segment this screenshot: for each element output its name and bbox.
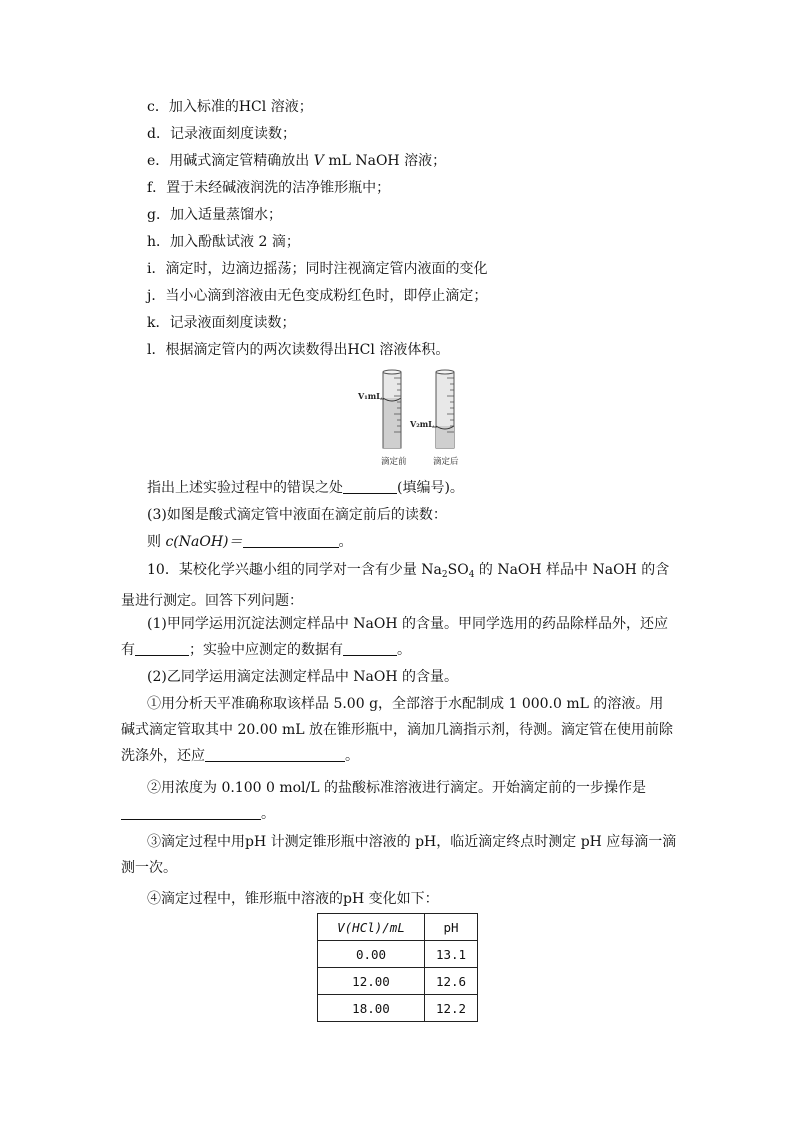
answer-blank[interactable] [135,641,189,656]
step-k: k．记录液面刻度读数； [147,315,296,331]
step-l: l．根据滴定管内的两次读数得出HCl 溶液体积。 [147,342,450,358]
q10-part2: (2)乙同学运用滴定法测定样品中 NaOH 的含量。 [147,669,459,685]
cell-volume: 18.00 [318,995,425,1022]
burette-after [436,370,454,448]
answer-blank[interactable] [343,479,397,494]
table-row [318,995,478,1022]
answer-blank[interactable] [343,641,397,656]
cell-ph: 12.2 [425,995,478,1022]
ph-table [317,913,478,1022]
q10-part1: (1)甲同学运用沉淀法测定样品中 NaOH 的含量。甲同学选用的药品除样品外，还应有 ；实验中应测定的数据有 。 [121,616,669,658]
caption-before: 滴定前 [381,457,407,467]
v1-label: V₁mL [358,391,382,401]
table-row [318,968,478,995]
header-v-hcl: V(HCl)/mL [318,914,425,941]
table-header-row [318,914,478,941]
step-h: h．加入酚酞试液 2 滴； [147,234,300,250]
step-d: d．记录液面刻度读数； [147,126,296,142]
step-i: i．滴定时，边滴边摇荡；同时注视滴定管内液面的变化 [147,261,488,277]
q10-step1: ①用分析天平准确称取该样品 5.00 g，全部溶于水配制成 1 000.0 mL 的溶液。用碱式滴定管取其中 20.00 mL 放在锥形瓶中，滴加几滴指示剂，待测。滴定管在使用前除洗涤外，还应 。 [121,696,673,764]
step-g: g．加入适量蒸馏水； [147,207,282,223]
step-e: e．用碱式滴定管精确放出 V mL NaOH 溶液； [147,153,447,169]
q10-step3: ③滴定过程中用pH 计测定锥形瓶中溶液的 pH，临近滴定终点时测定 pH 应每滴一滴测一次。 [121,834,677,876]
c-naoh-question: 则 c(NaOH)＝ 。 [147,534,353,550]
q10-step4: ④滴定过程中，锥形瓶中溶液的pH 变化如下： [147,891,439,907]
cell-volume: 0.00 [318,941,425,968]
q9-part3: (3)如图是酸式滴定管中液面在滴定前后的读数： [147,507,447,523]
burette-figure [350,368,470,470]
cell-volume: 12.00 [318,968,425,995]
cell-ph: 12.6 [425,968,478,995]
caption-after: 滴定后 [433,457,459,467]
q10-step2: ②用浓度为 0.100 0 mol/L 的盐酸标准溶液进行滴定。开始滴定前的一步操作是。 [121,775,677,827]
q10-intro: 10．某校化学兴趣小组的同学对一含有少量 $Na_2SO_4$ 的 NaOH 样品中 NaOH 的含量进行测定。回答下列问题： [121,562,670,609]
error-question: 指出上述实验过程中的错误之处 (填编号)。 [147,480,464,496]
table-row [318,941,478,968]
step-f: f．置于未经碱液润洗的洁净锥形瓶中； [147,180,391,196]
v2-label: V₂mL [410,419,434,429]
answer-blank[interactable] [121,805,261,820]
burette-before [383,370,401,448]
cell-ph: 13.1 [425,941,478,968]
step-c: c．加入标准的HCl 溶液； [147,99,313,115]
answer-blank[interactable] [243,533,339,548]
step-j: j．当小心滴到溶液由无色变成粉红色时，即停止滴定； [147,288,488,304]
answer-blank[interactable] [205,747,345,762]
header-ph: pH [425,914,478,941]
